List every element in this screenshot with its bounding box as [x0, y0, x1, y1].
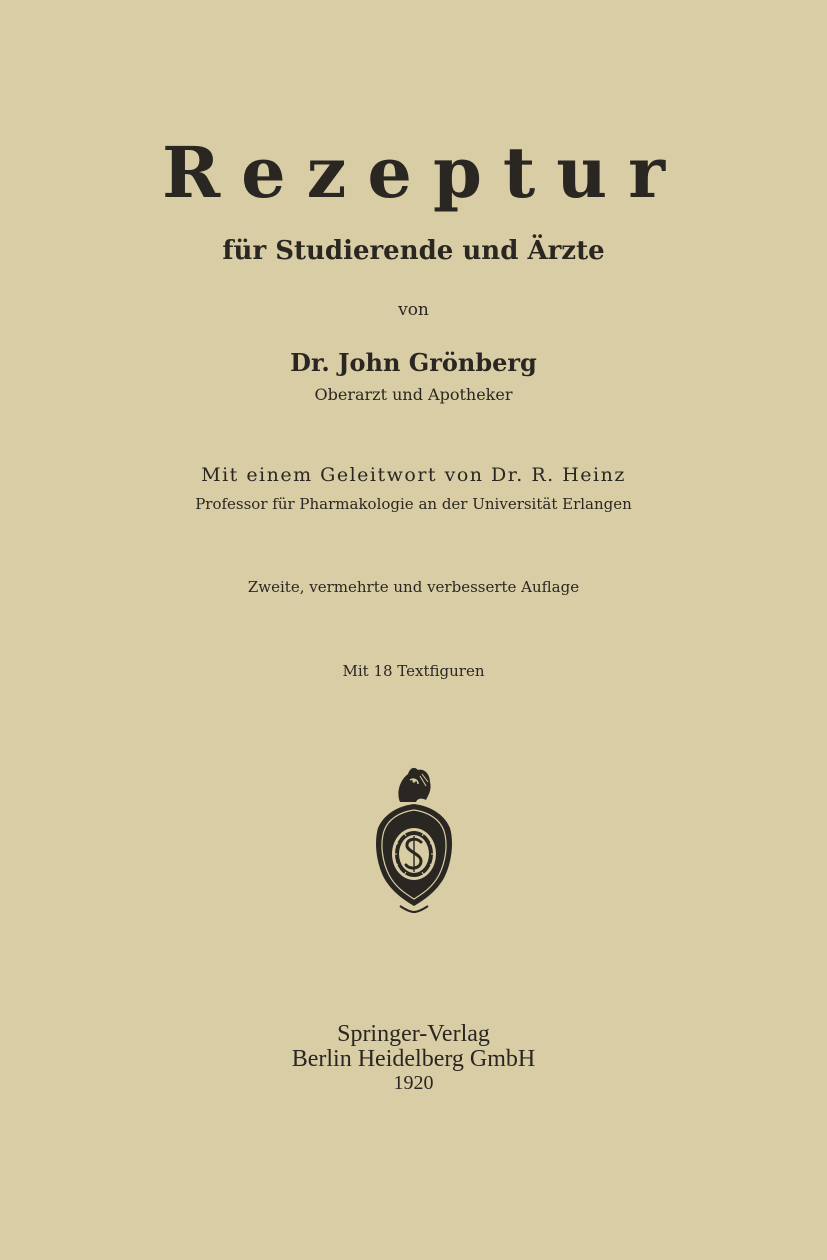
book-subtitle: für Studierende und Ärzte: [222, 236, 605, 266]
foreword-line: Mit einem Geleitwort von Dr. R. Heinz: [201, 464, 626, 486]
foreword-author-role: Professor für Pharmakologie an der Universität Erlangen: [195, 495, 632, 513]
publisher-name: Springer-Verlag: [337, 1021, 490, 1047]
book-title: Rezeptur: [161, 131, 687, 214]
publication-year: 1920: [393, 1072, 434, 1094]
springer-knight-seal-icon: [370, 762, 458, 914]
by-label: von: [398, 300, 429, 320]
author-name: Dr. John Grönberg: [290, 348, 537, 377]
publisher-city: Berlin Heidelberg GmbH: [291, 1046, 536, 1072]
figures-line: Mit 18 Textfiguren: [342, 662, 485, 680]
author-role: Oberarzt und Apotheker: [314, 385, 513, 404]
edition-line: Zweite, vermehrte und verbesserte Auflage: [247, 578, 580, 596]
